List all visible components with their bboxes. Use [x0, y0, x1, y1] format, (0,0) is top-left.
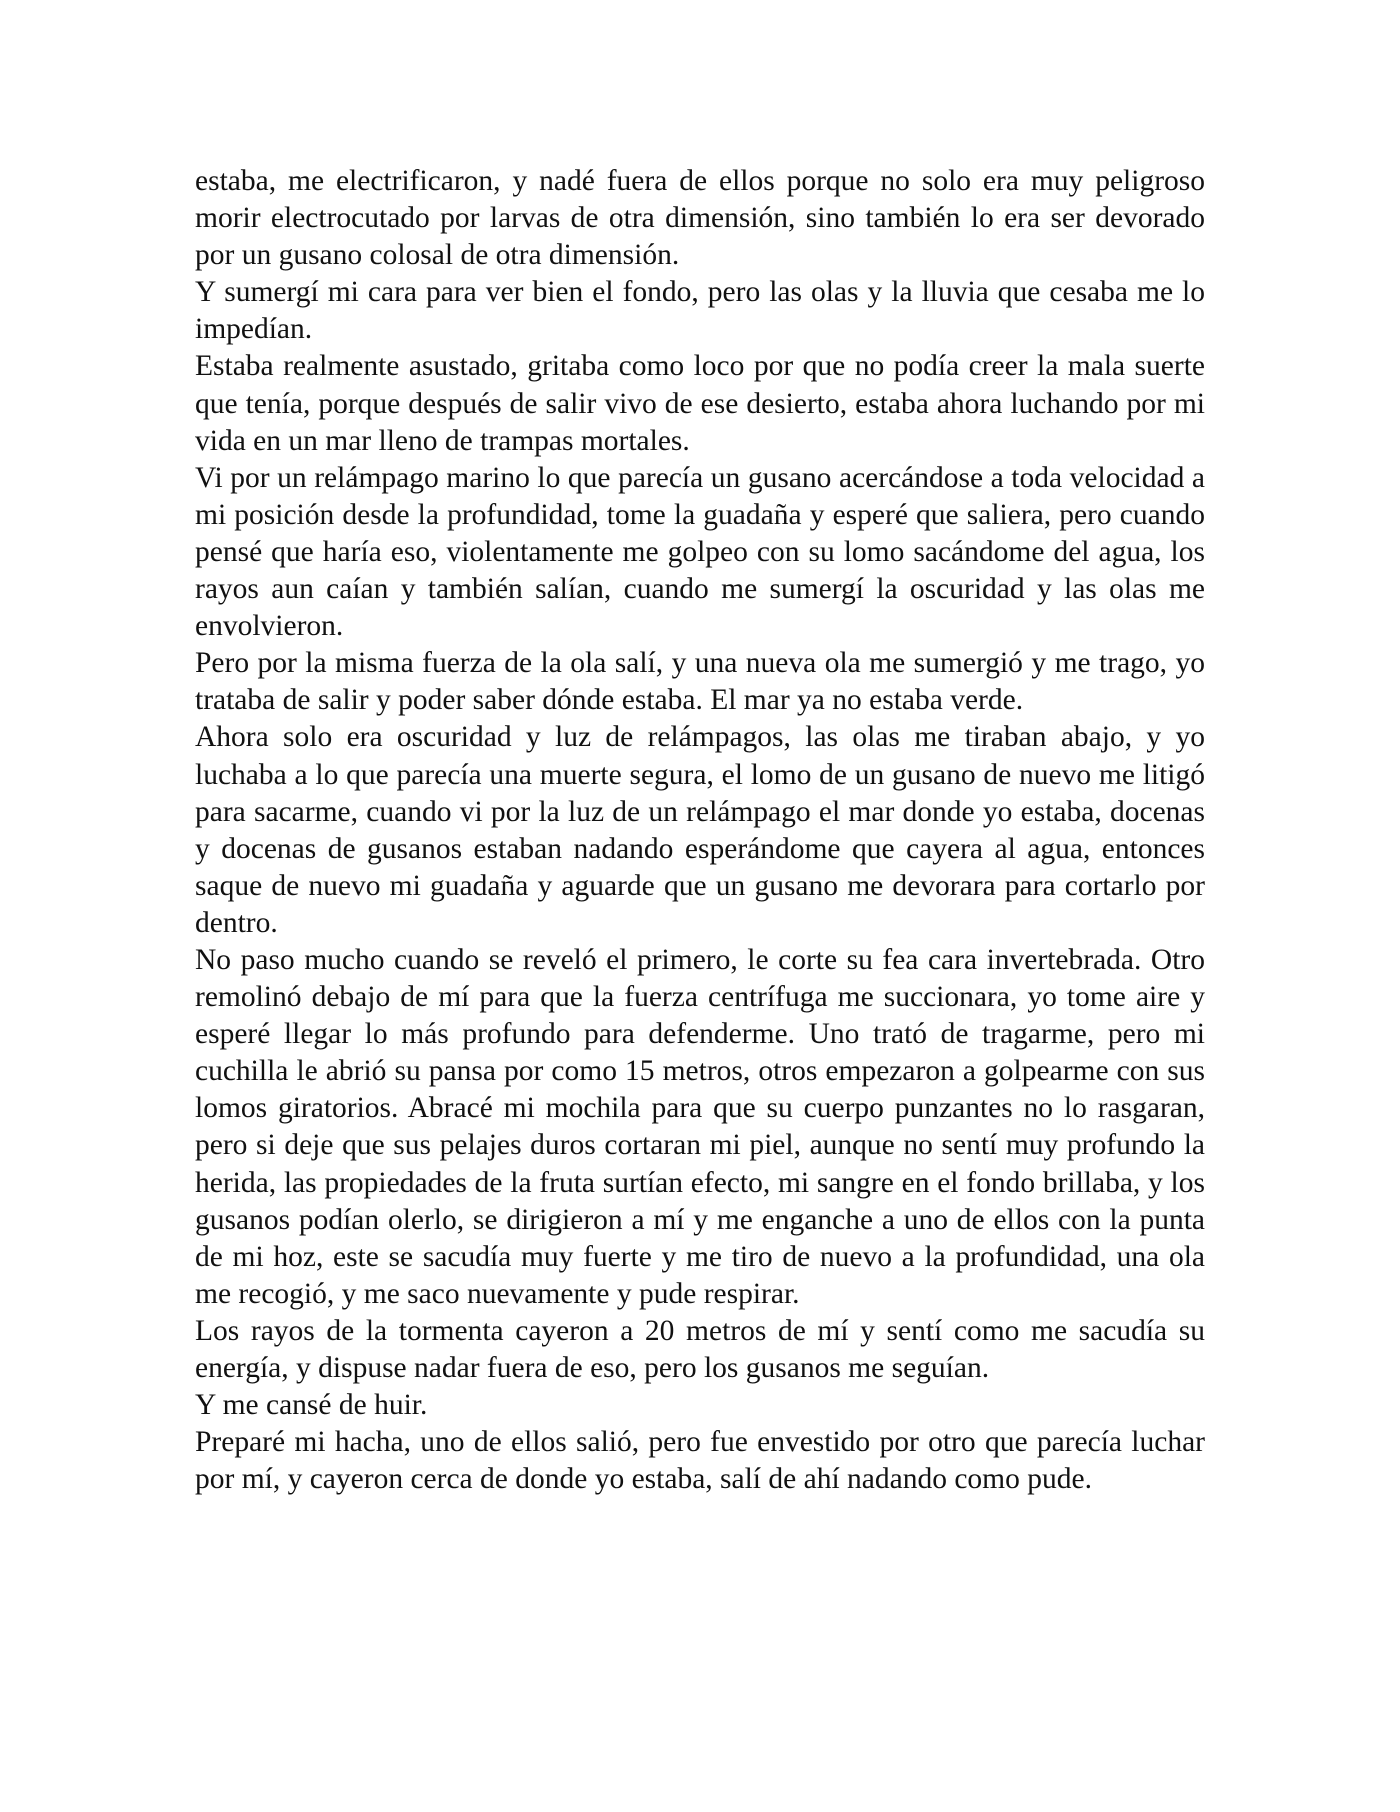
paragraph: Y sumergí mi cara para ver bien el fondo, pero las olas y la lluvia que cesaba me lo impedían. [195, 276, 1205, 346]
paragraph: Estaba realmente asustado, gritaba como loco por que no podía creer la mala suerte que tenía, porque después de salir vivo de ese desierto, estaba ahora luchando por mi vida en un mar lleno de trampas mortales. [195, 350, 1205, 457]
paragraph: Preparé mi hacha, uno de ellos salió, pero fue envestido por otro que parecía luchar por mí, y cayeron cerca de donde yo estaba, salí de ahí nadando como pude. [195, 1426, 1205, 1496]
paragraph: Los rayos de la tormenta cayeron a 20 metros de mí y sentí como me sacudía su energía, y dispuse nadar fuera de eso, pero los gusanos me seguían. [195, 1314, 1205, 1384]
body-text [195, 163, 1205, 1498]
paragraph: Pero por la misma fuerza de la ola salí, y una nueva ola me sumergió y me trago, yo trataba de salir y poder saber dónde estaba. El mar ya no estaba verde. [195, 647, 1205, 717]
paragraph: Y me cansé de huir. [195, 1389, 428, 1422]
paragraph: Ahora solo era oscuridad y luz de relámpagos, las olas me tiraban abajo, y yo luchaba a lo que parecía una muerte segura, el lomo de un gusano de nuevo me litigó para sacarme, cuando vi por la luz de un relámpago el mar donde yo estaba, docenas y docenas de gusanos estaban nadando esperándome que cayera al agua, entonces saque de nuevo mi guadaña y aguarde que un gusano me devorara para cortarlo por dentro. [195, 721, 1205, 939]
paragraph: No paso mucho cuando se reveló el primero, le corte su fea cara invertebrada. Otro remolinó debajo de mí para que la fuerza centrífuga me succionara, yo tome aire y esperé llegar lo más profundo para defenderme. Uno trató de tragarme, pero mi cuchilla le abrió su pansa por como 15 metros, otros empezaron a golpearme con sus lomos giratorios. Abracé mi mochila para que su cuerpo punzantes no lo rasgaran, pero si deje que sus pelajes duros cortaran mi piel, aunque no sentí muy profundo la herida, las propiedades de la fruta surtían efecto, mi sangre en el fondo brillaba, y los gusanos podían olerlo, se dirigieron a mí y me enganche a uno de ellos con la punta de mi hoz, este se sacudía muy fuerte y me tiro de nuevo a la profundidad, una ola me recogió, y me saco nuevamente y pude respirar. [195, 943, 1205, 1310]
paragraph: estaba, me electrificaron, y nadé fuera de ellos porque no solo era muy peligroso morir electrocutado por larvas de otra dimensión, sino también lo era ser devorado por un gusano colosal de otra dimensión. [195, 165, 1205, 272]
paragraph: Vi por un relámpago marino lo que parecía un gusano acercándose a toda velocidad a mi posición desde la profundidad, tome la guadaña y esperé que saliera, pero cuando pensé que haría eso, violentamente me golpeo con su lomo sacándome del agua, los rayos aun caían y también salían, cuando me sumergí la oscuridad y las olas me envolvieron. [195, 461, 1205, 643]
